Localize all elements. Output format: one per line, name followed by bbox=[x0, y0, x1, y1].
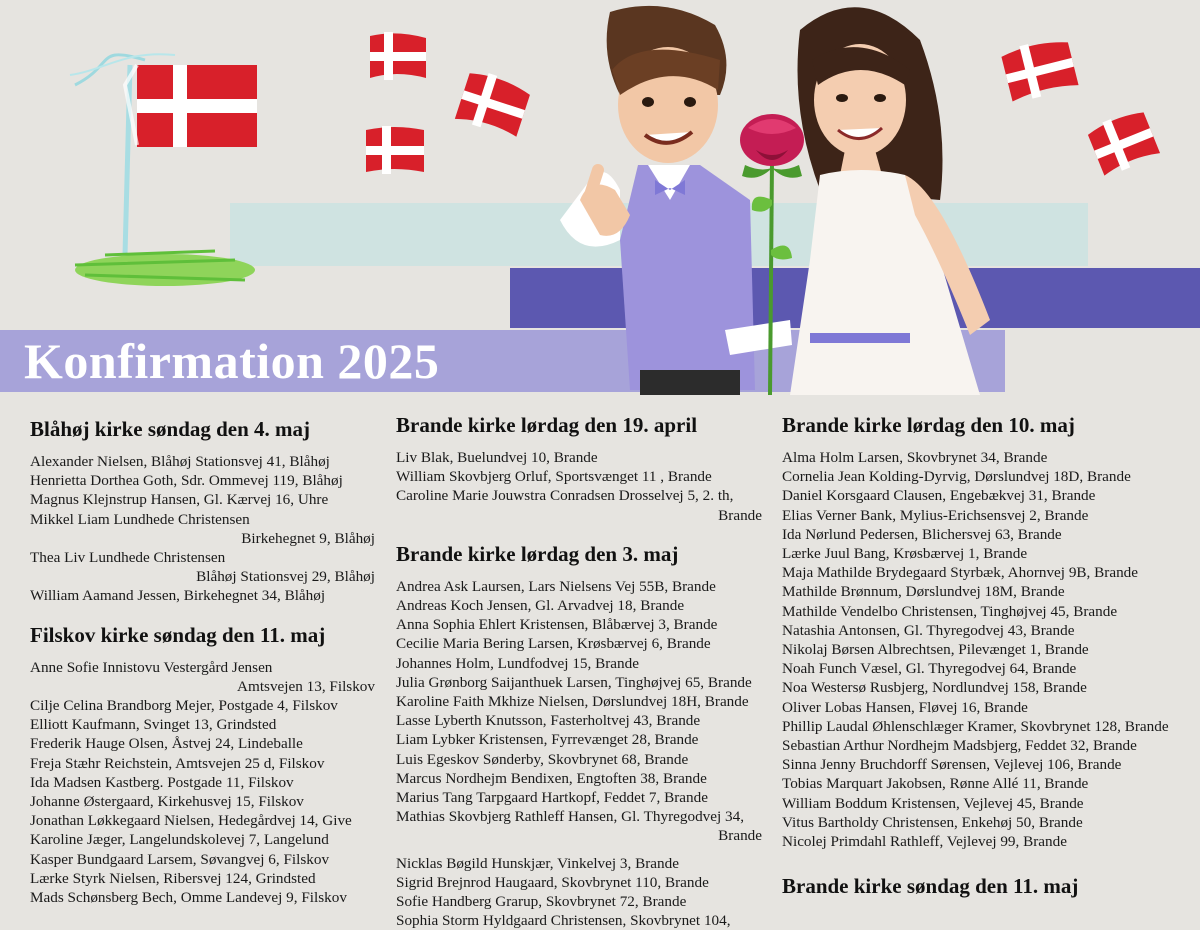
column-right bbox=[782, 404, 1187, 909]
column-middle bbox=[396, 404, 762, 930]
section-heading: Brande kirke lørdag den 10. maj bbox=[782, 413, 1075, 437]
list-item-continued: Brande bbox=[718, 506, 762, 524]
list-item: Noa Westersø Rusbjerg, Nordlundvej 158, Brande bbox=[782, 679, 1087, 697]
list-item: Sophia Storm Hyldgaard Christensen, Skovbrynet 104, bbox=[396, 912, 731, 930]
list-item: Vitus Bartholdy Christensen, Enkehøj 50, Brande bbox=[782, 813, 1083, 831]
confirmation-couple-illustration bbox=[520, 0, 1020, 395]
list-item: Mikkel Liam Lundhede Christensen bbox=[30, 510, 250, 528]
list-item: Elliott Kaufmann, Svinget 13, Grindsted bbox=[30, 716, 277, 734]
list-item: Karoline Faith Mkhize Nielsen, Dørslundvej 18H, Brande bbox=[396, 693, 749, 711]
list-item: Natashia Antonsen, Gl. Thyregodvej 43, Brande bbox=[782, 621, 1075, 639]
list-item: Alma Holm Larsen, Skovbrynet 34, Brande bbox=[782, 449, 1048, 466]
list-item: Cecilie Maria Bering Larsen, Krøsbærvej 6, Brande bbox=[396, 635, 711, 653]
list-item: Mathilde Brønnum, Dørslundvej 18M, Brande bbox=[782, 583, 1065, 601]
list-item: Anna Sophia Ehlert Kristensen, Blåbærvej 3, Brande bbox=[396, 616, 718, 634]
list-item: Liv Blak, Buelundvej 10, Brande bbox=[396, 449, 598, 466]
danish-flag-icon bbox=[366, 30, 430, 84]
list-item: Jonathan Løkkegaard Nielsen, Hedegårdvej 14, Give bbox=[30, 812, 352, 830]
list-item: Johanne Østergaard, Kirkehusvej 15, Filskov bbox=[30, 793, 304, 811]
list-item: Noah Funch Væsel, Gl. Thyregodvej 64, Brande bbox=[782, 660, 1077, 678]
list-item: Luis Egeskov Sønderby, Skovbrynet 68, Brande bbox=[396, 750, 689, 768]
list-item: Karoline Jæger, Langelundskolevej 7, Langelund bbox=[30, 831, 329, 849]
list-item: Kasper Bundgaard Larsem, Søvangvej 6, Filskov bbox=[30, 850, 330, 868]
section-heading: Brande kirke lørdag den 3. maj bbox=[396, 541, 679, 566]
list-item: Anne Sofie Innistovu Vestergård Jensen bbox=[30, 658, 273, 676]
section-heading: Brande kirke søndag den 11. maj bbox=[782, 874, 1079, 899]
section-heading: Blåhøj kirke søndag den 4. maj bbox=[30, 417, 311, 441]
list-item: Lærke Juul Bang, Krøsbærvej 1, Brande bbox=[782, 545, 1028, 563]
list-item-continued: Birkehegnet 9, Blåhøj bbox=[241, 529, 375, 547]
danish-flag-icon bbox=[362, 122, 428, 178]
list-item: Mads Schønsberg Bech, Omme Landevej 9, Filskov bbox=[30, 889, 347, 907]
list-item: Tobias Marquart Jakobsen, Rønne Allé 11, Brande bbox=[782, 775, 1089, 793]
list-item: Johannes Holm, Lundfodvej 15, Brande bbox=[396, 654, 639, 672]
list-item: Elias Verner Bank, Mylius-Erichsensvej 2, Brande bbox=[782, 506, 1089, 524]
list-item: Daniel Korsgaard Clausen, Engebækvej 31, Brande bbox=[782, 487, 1096, 505]
list-item: Thea Liv Lundhede Christensen bbox=[30, 549, 226, 567]
list-item: Lasse Lyberth Knutsson, Fasterholtvej 43, Brande bbox=[396, 712, 701, 730]
page-title: Konfirmation 2025 bbox=[24, 333, 440, 389]
list-item: Frederik Hauge Olsen, Åstvej 24, Lindeballe bbox=[30, 735, 303, 753]
list-item-continued: Amtsvejen 13, Filskov bbox=[237, 677, 375, 695]
list-item: Liam Lybker Kristensen, Fyrrevænget 28, Brande bbox=[396, 731, 699, 749]
list-item: Caroline Marie Jouwstra Conradsen Drosselvej 5, 2. th, bbox=[396, 487, 734, 505]
list-item: Marcus Nordhejm Bendixen, Engtoften 38, Brande bbox=[396, 769, 707, 787]
list-item: Nikolaj Børsen Albrechtsen, Pilevænget 1, Brande bbox=[782, 641, 1089, 659]
list-item: Cornelia Jean Kolding-Dyrvig, Dørslundvej 18D, Brande bbox=[782, 468, 1131, 486]
column-left bbox=[30, 408, 375, 907]
list-item: Lærke Styrk Nielsen, Ribersvej 124, Grindsted bbox=[30, 869, 316, 887]
list-item: Oliver Lobas Hansen, Fløvej 16, Brande bbox=[782, 698, 1028, 716]
list-item: Andreas Koch Jensen, Gl. Arvadvej 18, Brande bbox=[396, 597, 685, 615]
list-item: Magnus Klejnstrup Hansen, Gl. Kærvej 16, Uhre bbox=[30, 491, 329, 509]
list-item: Sinna Jenny Bruchdorff Sørensen, Vejlevej 106, Brande bbox=[782, 756, 1122, 774]
list-item: Alexander Nielsen, Blåhøj Stationsvej 41, Blåhøj bbox=[30, 453, 330, 470]
list-item: Maja Mathilde Brydegaard Styrbæk, Ahornvej 9B, Brande bbox=[782, 564, 1138, 582]
list-item-continued: Blåhøj Stationsvej 29, Blåhøj bbox=[196, 568, 375, 586]
list-item: Phillip Laudal Øhlenschlæger Kramer, Skovbrynet 128, Brande bbox=[782, 717, 1169, 735]
list-item: Nicklas Bøgild Hunskjær, Vinkelvej 3, Brande bbox=[396, 854, 679, 872]
list-item: Marius Tang Tarpgaard Hartkopf, Feddet 7, Brande bbox=[396, 789, 708, 807]
list-item: William Skovbjerg Orluf, Sportsvænget 11 , Brande bbox=[396, 468, 712, 486]
list-item: Mathias Skovbjerg Rathleff Hansen, Gl. Thyregodvej 34, bbox=[396, 808, 744, 826]
list-item: Ida Madsen Kastberg. Postgade 11, Filskov bbox=[30, 773, 294, 791]
list-item-continued: Brande bbox=[718, 827, 762, 845]
list-item: Henrietta Dorthea Goth, Sdr. Ommevej 119, Blåhøj bbox=[30, 472, 343, 490]
list-item: Nicolej Primdahl Rathleff, Vejlevej 99, Brande bbox=[782, 833, 1067, 851]
danish-flag-icon bbox=[1088, 108, 1160, 180]
list-item: William Aamand Jessen, Birkehegnet 34, Blåhøj bbox=[30, 587, 326, 605]
list-item: Julia Grønborg Saijanthuek Larsen, Tinghøjvej 65, Brande bbox=[396, 673, 752, 691]
flagpole-icon bbox=[55, 25, 265, 305]
list-item: Sebastian Arthur Nordhejm Madsbjerg, Feddet 32, Brande bbox=[782, 737, 1137, 755]
section-heading: Filskov kirke søndag den 11. maj bbox=[30, 622, 326, 647]
list-item: Freja Stæhr Reichstein, Amtsvejen 25 d, Filskov bbox=[30, 754, 325, 772]
section-heading: Brande kirke lørdag den 19. april bbox=[396, 413, 698, 437]
list-item: Cilje Celina Brandborg Mejer, Postgade 4, Filskov bbox=[30, 697, 338, 715]
hero-banner bbox=[0, 0, 1200, 395]
list-item: Andrea Ask Laursen, Lars Nielsens Vej 55B, Brande bbox=[396, 577, 716, 595]
list-item: Mathilde Vendelbo Christensen, Tinghøjvej 45, Brande bbox=[782, 602, 1118, 620]
list-item: Sofie Handberg Grarup, Skovbrynet 72, Brande bbox=[396, 893, 687, 911]
list-item: Sigrid Brejnrod Haugaard, Skovbrynet 110, Brande bbox=[396, 873, 709, 891]
list-item: Ida Nørlund Pedersen, Blichersvej 63, Brande bbox=[782, 525, 1062, 543]
list-item: William Boddum Kristensen, Vejlevej 45, Brande bbox=[782, 794, 1084, 812]
